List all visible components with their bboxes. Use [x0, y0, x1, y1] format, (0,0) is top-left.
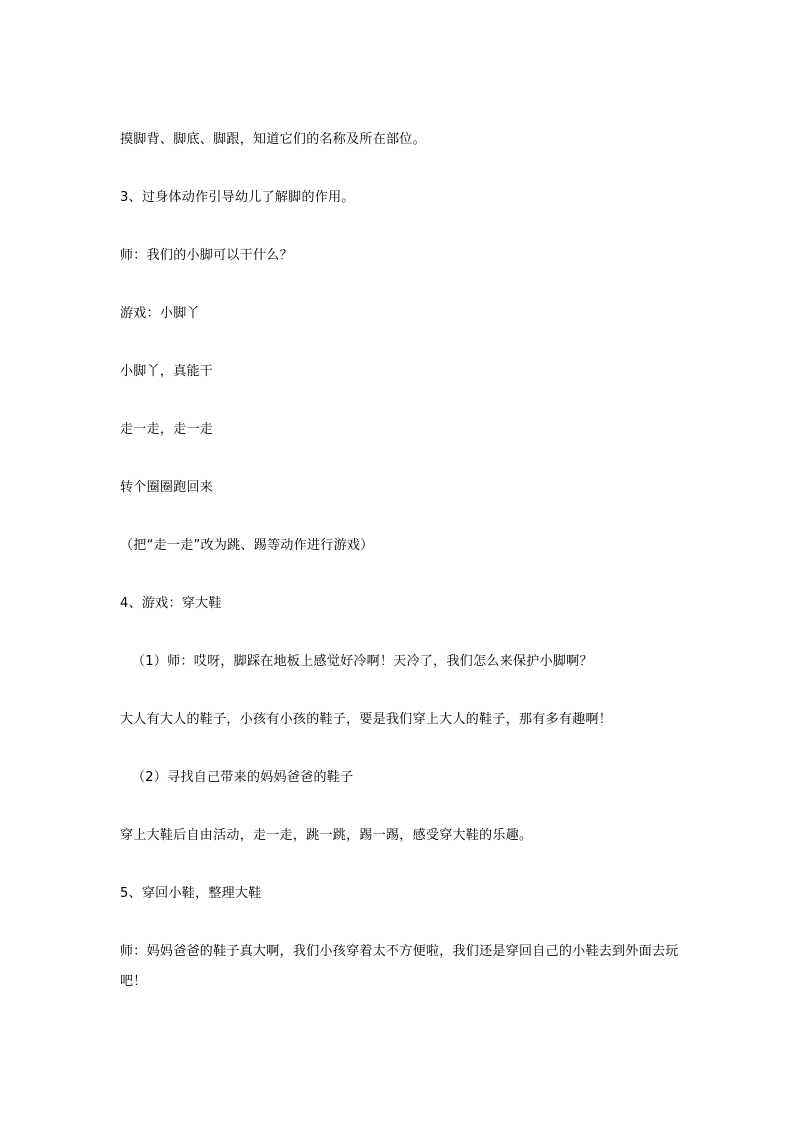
- teacher-question: 师：我们的小脚可以干什么？: [120, 248, 293, 263]
- rhyme-line-3: 转个圈圈跑回来: [120, 480, 214, 495]
- step-5-heading: 5、穿回小鞋，整理大鞋: [120, 886, 262, 901]
- game-variation-note: （把“走一走”改为跳、踢等动作进行游戏）: [120, 538, 374, 553]
- paragraph-adult-shoes: 大人有大人的鞋子，小孩有小孩的鞋子，要是我们穿上大人的鞋子，那有多有趣啊！: [120, 712, 613, 727]
- teacher-closing-line-2: 吧！: [120, 974, 147, 989]
- paragraph-free-activity: 穿上大鞋后自由活动，走一走，跳一跳，踢一踢，感受穿大鞋的乐趣。: [120, 828, 533, 843]
- rhyme-line-1: 小脚丫，真能干: [120, 364, 214, 379]
- substep-1-teacher: （1）师：哎呀，脚踩在地板上感觉好冷啊！天冷了，我们怎么来保护小脚啊？: [132, 654, 593, 669]
- teacher-closing-line-1: 师：妈妈爸爸的鞋子真大啊，我们小孩穿着太不方便啦，我们还是穿回自己的小鞋去到外面去玩: [120, 944, 679, 959]
- paragraph-foot-parts: 摸脚背、脚底、脚跟，知道它们的名称及所在部位。: [120, 132, 426, 147]
- substep-2-find-shoes: （2）寻找自己带来的妈妈爸爸的鞋子: [132, 770, 354, 785]
- step-4-heading: 4、游戏：穿大鞋: [120, 596, 222, 611]
- step-3-heading: 3、过身体动作引导幼儿了解脚的作用。: [120, 190, 355, 205]
- game-title-little-feet: 游戏：小脚丫: [120, 306, 200, 321]
- rhyme-line-2: 走一走，走一走: [120, 422, 214, 437]
